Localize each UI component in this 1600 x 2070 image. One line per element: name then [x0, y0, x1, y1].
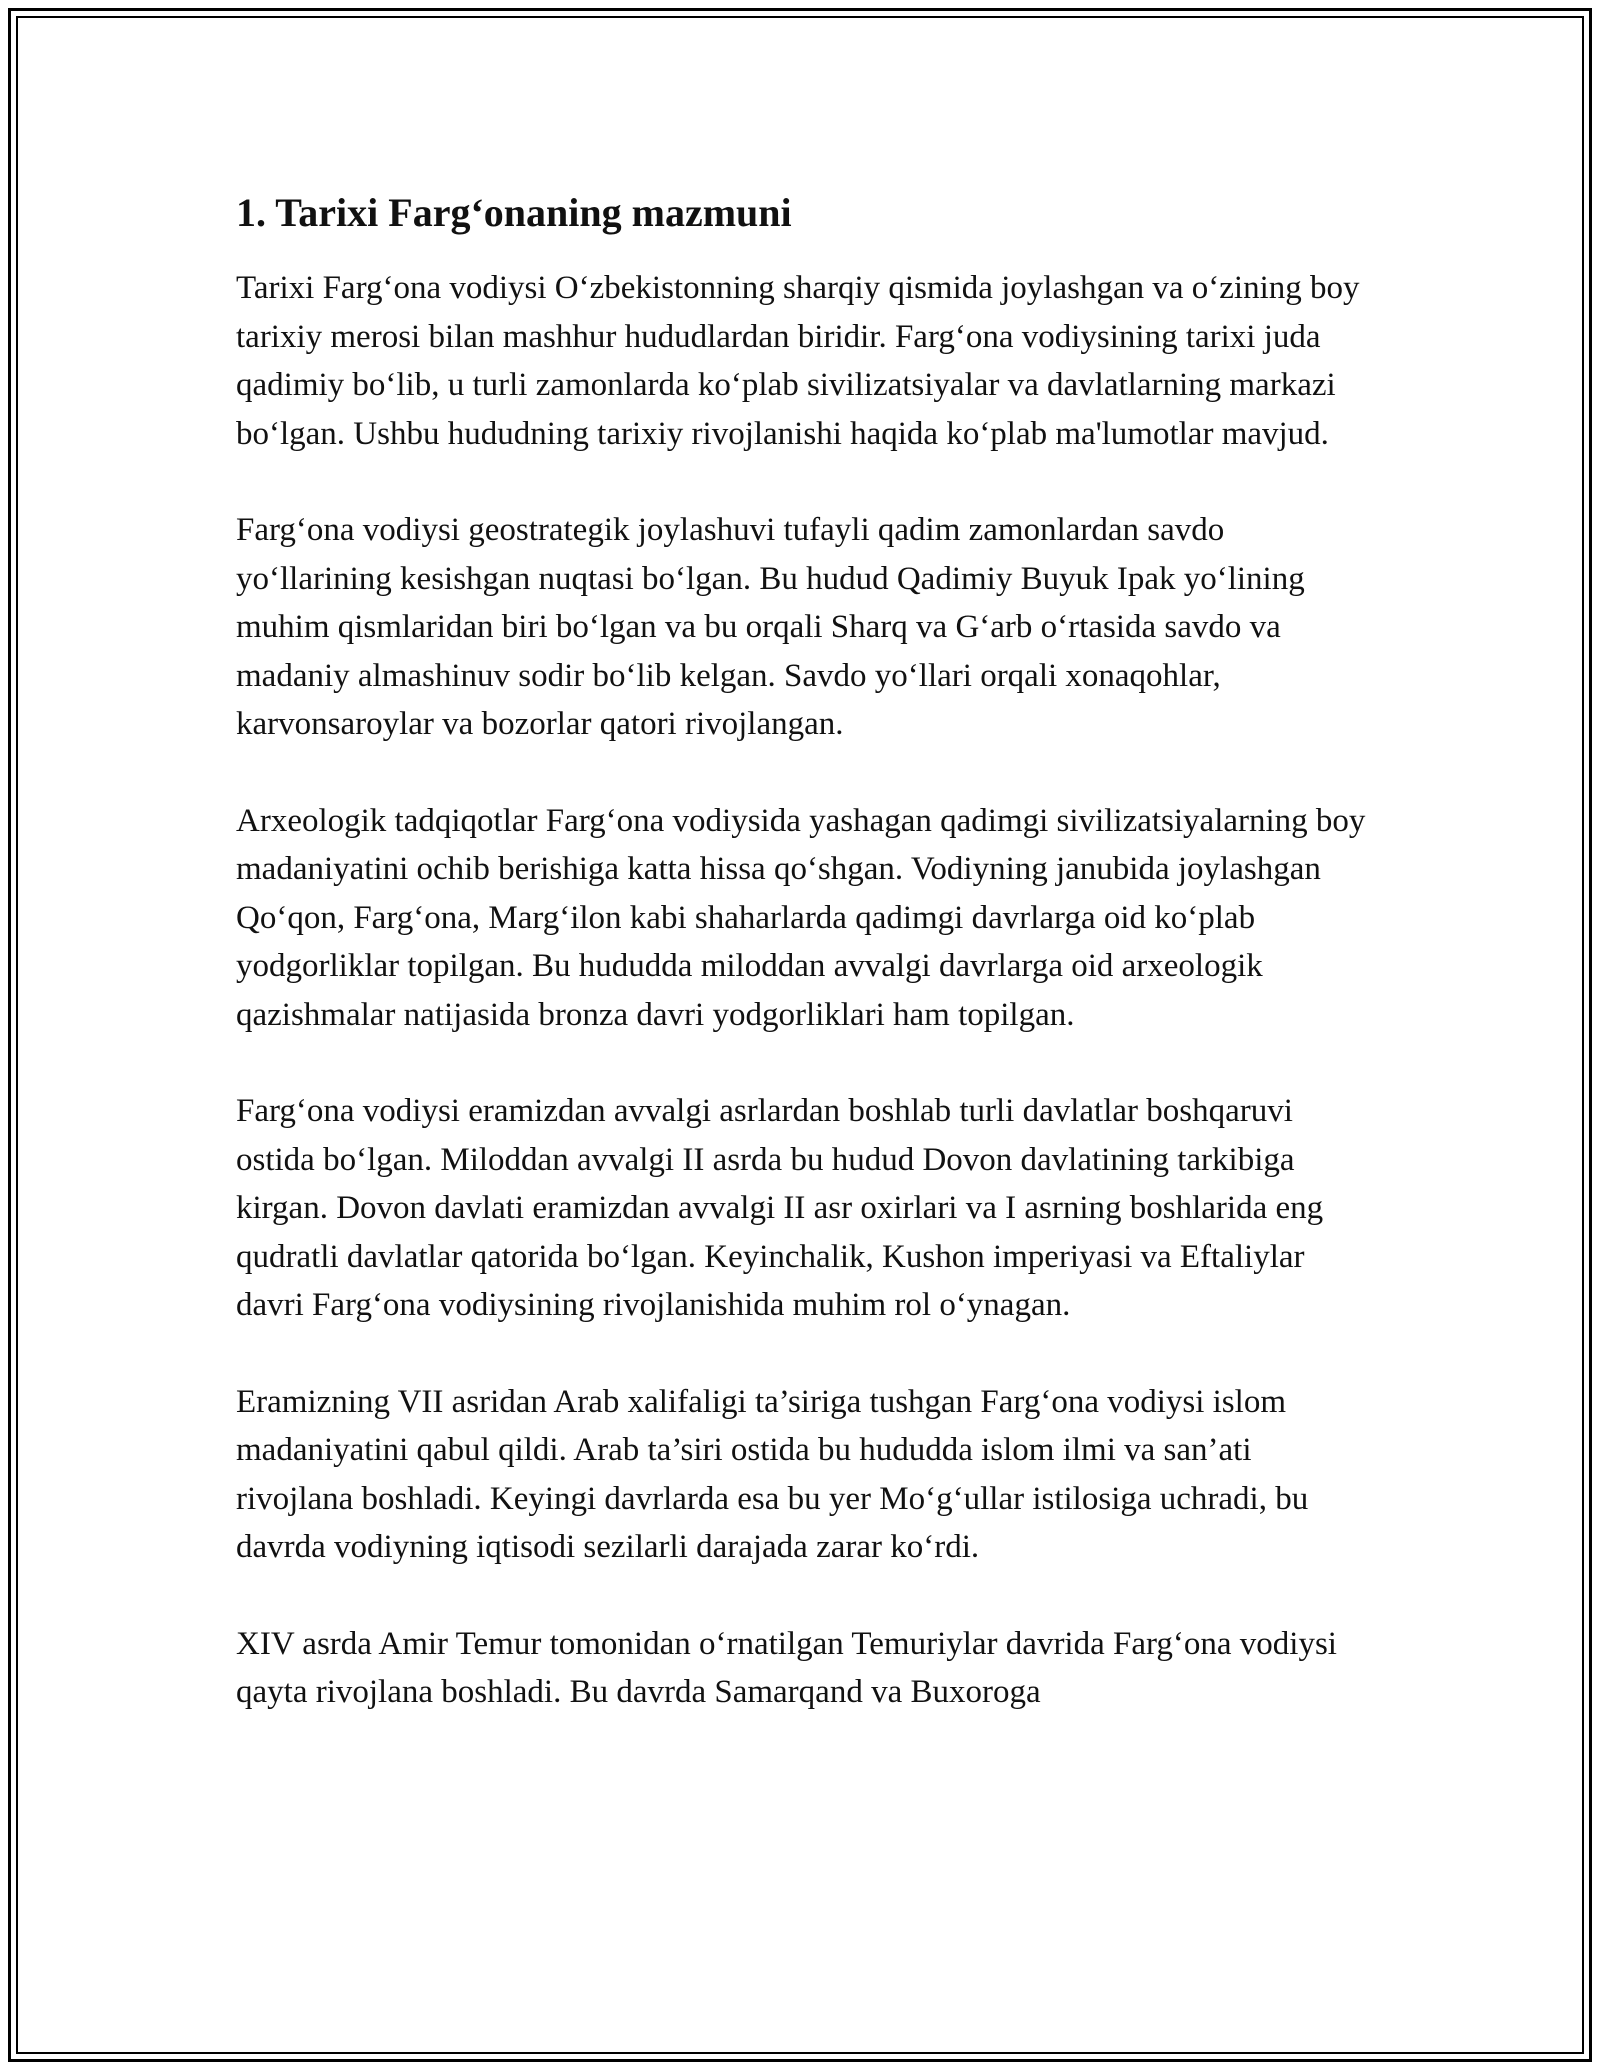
- paragraph-3: Arxeologik tadqiqotlar Farg‘ona vodiysida yashagan qadimgi sivilizatsiyalarning boy madaniyatini ochib berishiga katta hissa qo‘shgan. Vodiyning janubida joylashgan Qo‘qon, Farg‘ona, Marg‘ilon kabi shaharlarda qadimgi davrlarga oid ko‘plab yodgorliklar topilgan. Bu hududda miloddan avvalgi davrlarga oid arxeologik qazishmalar natijasida bronza davri yodgorliklari ham topilgan.: [236, 802, 1366, 1033]
- section-heading: 1. Tarixi Farg‘onaning mazmuni: [236, 190, 792, 235]
- paragraph-4: Farg‘ona vodiysi eramizdan avvalgi asrlardan boshlab turli davlatlar boshqaruvi ostida bo‘lgan. Miloddan avvalgi II asrda bu hudud Dovon davlatining tarkibiga kirgan. Dovon davlati eramizdan avvalgi II asr oxirlari va I asrning boshlarida eng qudratli davlatlar qatorida bo‘lgan. Keyinchalik, Kushon imperiyasi va Eftaliylar davri Farg‘ona vodiysining rivojlanishida muhim rol o‘ynagan.: [236, 1093, 1324, 1323]
- document-body: [236, 188, 1376, 1765]
- paragraph-1: Tarixi Farg‘ona vodiysi O‘zbekistonning sharqiy qismida joylashgan va o‘zining boy tarixiy merosi bilan mashhur hududlardan biridir. Farg‘ona vodiysining tarixi juda qadimiy bo‘lib, u turli zamonlarda ko‘plab sivilizatsiyalar va davlatlarning markazi bo‘lgan. Ushbu hududning tarixiy rivojlanishi haqida ko‘plab ma'lumotlar mavjud.: [236, 270, 1360, 452]
- paragraph-5: Eramizning VII asridan Arab xalifaligi ta’siriga tushgan Farg‘ona vodiysi islom madaniyatini qabul qildi. Arab ta’siri ostida bu hududda islom ilmi va san’ati rivojlana boshladi. Keyingi davrlarda esa bu yer Mo‘g‘ullar istilosiga uchradi, bu davrda vodiyning iqtisodi sezilarli darajada zarar ko‘rdi.: [236, 1383, 1309, 1565]
- paragraph-6: XIV asrda Amir Temur tomonidan o‘rnatilgan Temuriylar davrida Farg‘ona vodiysi qayta rivojlana boshladi. Bu davrda Samarqand va Buxoroga: [236, 1625, 1337, 1710]
- paragraph-2: Farg‘ona vodiysi geostrategik joylashuvi tufayli qadim zamonlardan savdo yo‘llarining kesishgan nuqtasi bo‘lgan. Bu hudud Qadimiy Buyuk Ipak yo‘lining muhim qismlaridan biri bo‘lgan va bu orqali Sharq va G‘arb o‘rtasida savdo va madaniy almashinuv sodir bo‘lib kelgan. Savdo yo‘llari orqali xonaqohlar, karvonsaroylar va bozorlar qatori rivojlangan.: [236, 512, 1305, 742]
